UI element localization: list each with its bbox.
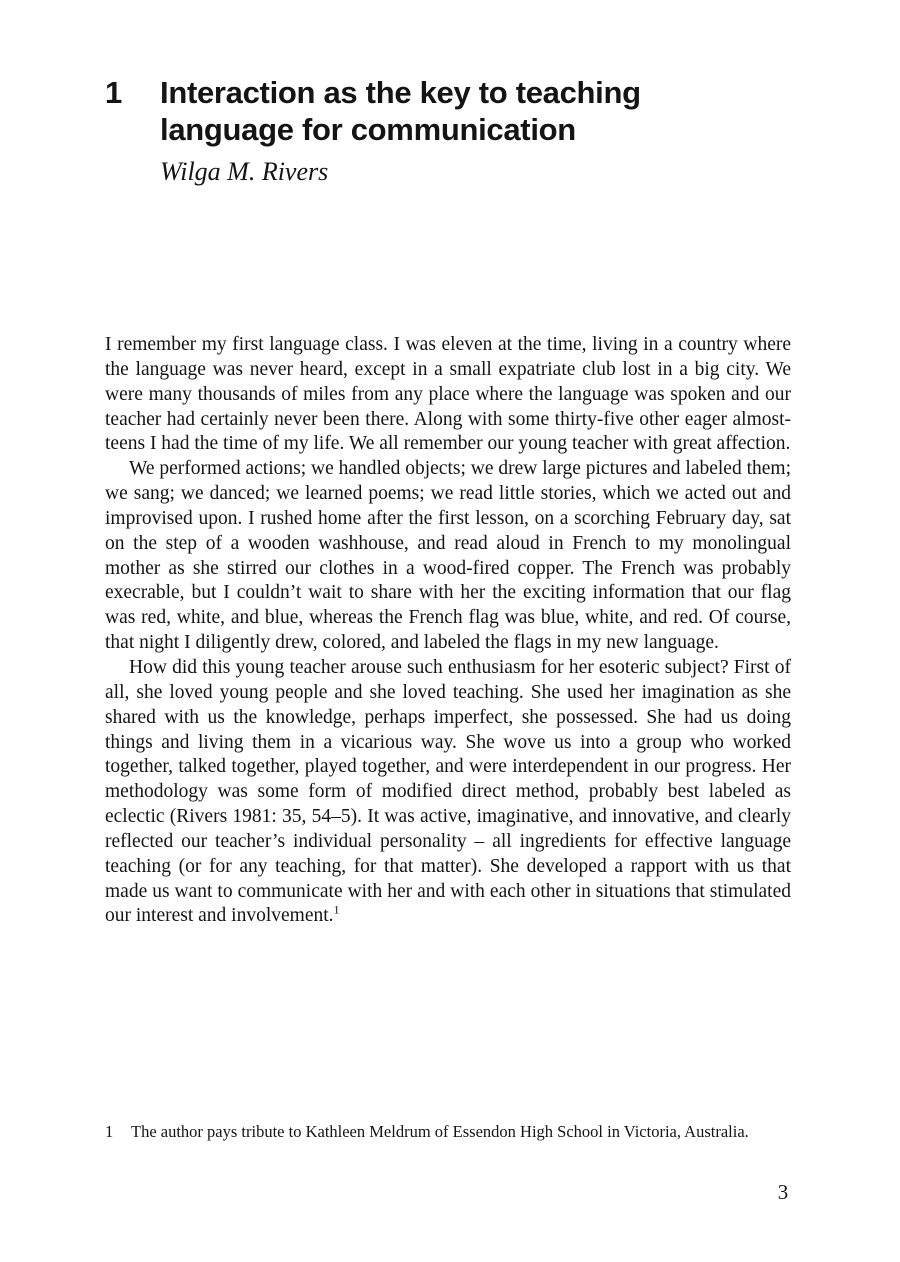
paragraph-2-text: We performed actions; we handled objects; we drew large pictures and labeled them; we sang; we danced; we learned poems; we read little stories, which we acted out and improvised upon. I rushed home after the first lesson, on a scorching February day, sat on the step of a wooden washhouse, and read aloud in French to my monolingual mother as she stirred our clothes in a wood-fired copper. The French was probably execrable, but I couldn’t wait to share with her the exciting information that our flag was red, white, and blue, whereas the French flag was blue, white, and red. Of course, that night I diligently drew, colored, and labeled the flags in my new language. — [105, 458, 791, 654]
paragraph-1 — [105, 333, 791, 457]
chapter-number: 1 — [105, 75, 122, 110]
footnote-number: 1 — [105, 1122, 114, 1141]
paragraph-3 — [105, 656, 791, 929]
page-number: 3 — [777, 1180, 789, 1204]
paragraph-2 — [105, 457, 791, 656]
footnote-reference-marker: 1 — [333, 902, 340, 917]
paragraph-3-text: How did this young teacher arouse such enthusiasm for her esoteric subject? First of all, she loved young people and she loved teaching. She used her imagination as she shared with us the knowledge, perhaps imperfect, she possessed. She had us doing things and living them in a vicarious way. She wove us into a group who worked together, talked together, played together, and were interdependent in our progress. Her methodology was some form of modified direct method, probably best labeled as eclectic (Rivers 1981: 35, 54–5). It was active, imaginative, and innovative, and clearly reflected our teacher’s individual personality – all ingredients for effective language teaching (or for any teaching, for that matter). She developed a rapport with us that made us want to communicate with her and with each other in situations that stimulated our interest and involvement. — [105, 656, 791, 927]
chapter-title: Interaction as the key to teaching language for communication — [160, 75, 641, 147]
body-text — [105, 333, 791, 929]
author-name: Wilga M. Rivers — [160, 157, 329, 186]
footnote-text: The author pays tribute to Kathleen Meldrum of Essendon High School in Victoria, Australia. — [131, 1122, 749, 1141]
chapter-heading — [105, 74, 705, 148]
footnote — [105, 1121, 797, 1143]
paragraph-1-text: I remember my first language class. I was eleven at the time, living in a country where the language was never heard, except in a small expatriate club lost in a big city. We were many thousands of miles from any place where the language was spoken and our teacher had certainly never been there. Along with some thirty-five other eager almost-teens I had the time of my life. We all remember our young teacher with great affection. — [105, 334, 791, 455]
